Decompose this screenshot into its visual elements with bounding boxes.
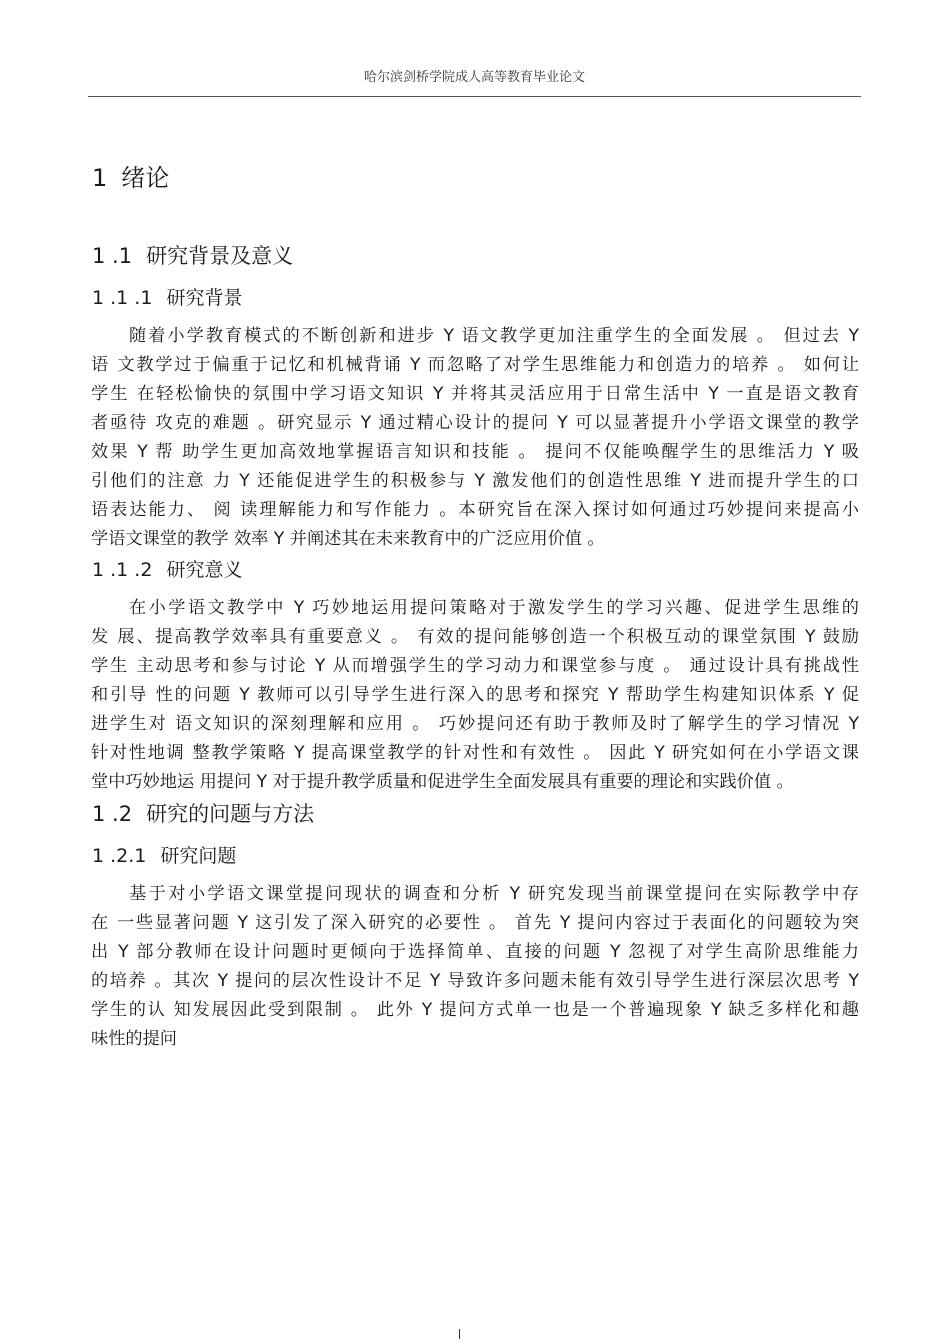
paragraph-line: 学生 在轻松愉快的氛围中学习语文知识 Y 并将其灵活应用于日常生活中 Y 一直是语文教育 (91, 384, 859, 404)
subsection-heading-1-1-1 (92, 283, 242, 310)
subsection-title: 研究问题 (160, 845, 237, 867)
paragraph-research-significance (91, 594, 859, 797)
section-number: 1 .2 (92, 802, 133, 826)
section-title: 研究背景及意义 (146, 244, 294, 268)
paragraph-line: 味性的提问 (91, 1029, 177, 1049)
section-heading-1-2 (92, 798, 314, 828)
header-divider (88, 96, 861, 97)
paragraph-line: 堂中巧妙地运 用提问 Y 对于提升教学质量和促进学生全面发展具有重要的理论和实践价值 。 (91, 772, 794, 792)
paragraph-line: 在 一些显著问题 Y 这引发了深入研究的必要性 。 首先 Y 提问内容过于表面化的问题较为突 (91, 913, 859, 933)
paragraph-line: 进学生对 语文知识的深刻理解和应用 。 巧妙提问还有助于教师及时了解学生的学习情况 Y (91, 714, 859, 734)
paragraph-line: 基于对小学语文课堂提问现状的调查和分析 Y 研究发现当前课堂提问在实际教学中存 (129, 884, 859, 904)
page-number-mark (459, 1329, 460, 1339)
chapter-title: 绪论 (121, 164, 170, 192)
paragraph-line: 者亟待 攻克的难题 。研究显示 Y 通过精心设计的提问 Y 可以显著提升小学语文课堂的教学 (91, 413, 859, 433)
subsection-number: 1 .1 .1 (92, 287, 153, 309)
paragraph-line: 语表达能力、 阅 读理解能力和写作能力 。本研究旨在深入探讨如何通过巧妙提问来提高小 (91, 500, 859, 520)
paragraph-line: 学生的认 知发展因此受到限制 。 此外 Y 提问方式单一也是一个普遍现象 Y 缺乏多样化和趣 (91, 1000, 859, 1020)
page-header: 哈尔滨剑桥学院成人高等教育毕业论文 (363, 70, 585, 85)
paragraph-line: 学生 主动思考和参与讨论 Y 从而增强学生的学习动力和课堂参与度 。 通过设计具有挑战性 (91, 656, 859, 676)
paragraph-line: 在小学语文教学中 Y 巧妙地运用提问策略对于激发学生的学习兴趣、促进学生思维的 (129, 598, 859, 618)
subsection-heading-1-2-1 (92, 841, 236, 868)
paragraph-research-background (91, 322, 859, 554)
paragraph-line: 语 文教学过于偏重于记忆和机械背诵 Y 而忽略了对学生思维能力和创造力的培养 。 如何让 (91, 355, 859, 375)
section-title: 研究的问题与方法 (146, 802, 315, 826)
paragraph-line: 学语文课堂的教学 效率 Y 并阐述其在未来教育中的广泛应用价值 。 (91, 529, 605, 549)
chapter-number: 1 (92, 164, 108, 192)
paragraph-line: 随着小学教育模式的不断创新和进步 Y 语文教学更加注重学生的全面发展 。 但过去 Y (129, 326, 859, 346)
section-heading-1-1 (92, 240, 293, 270)
paragraph-line: 的培养 。其次 Y 提问的层次性设计不足 Y 导致许多问题未能有效引导学生进行深层次思考 Y (91, 971, 859, 991)
paragraph-research-questions (91, 880, 859, 1054)
paragraph-line: 针对性地调 整教学策略 Y 提高课堂教学的针对性和有效性 。 因此 Y 研究如何在小学语文课 (91, 743, 859, 763)
chapter-heading (92, 158, 169, 193)
paragraph-line: 和引导 性的问题 Y 教师可以引导学生进行深入的思考和探究 Y 帮助学生构建知识体系 Y 促 (91, 685, 859, 705)
paragraph-line: 效果 Y 帮 助学生更加高效地掌握语言知识和技能 。 提问不仅能唤醒学生的思维活力 Y 吸 (91, 442, 859, 462)
subsection-title: 研究意义 (166, 559, 243, 581)
subsection-number: 1 .2.1 (92, 845, 147, 867)
subsection-number: 1 .1 .2 (92, 559, 153, 581)
paragraph-line: 出 Y 部分教师在设计问题时更倾向于选择简单、直接的问题 Y 忽视了对学生高阶思维能力 (91, 942, 859, 962)
subsection-title: 研究背景 (166, 287, 243, 309)
subsection-heading-1-1-2 (92, 555, 242, 582)
paragraph-line: 发 展、提高教学效率具有重要意义 。 有效的提问能够创造一个积极互动的课堂氛围 Y 鼓励 (91, 627, 859, 647)
paragraph-line: 引他们的注意 力 Y 还能促进学生的积极参与 Y 激发他们的创造性思维 Y 进而提升学生的口 (91, 471, 859, 491)
section-number: 1 .1 (92, 244, 133, 268)
